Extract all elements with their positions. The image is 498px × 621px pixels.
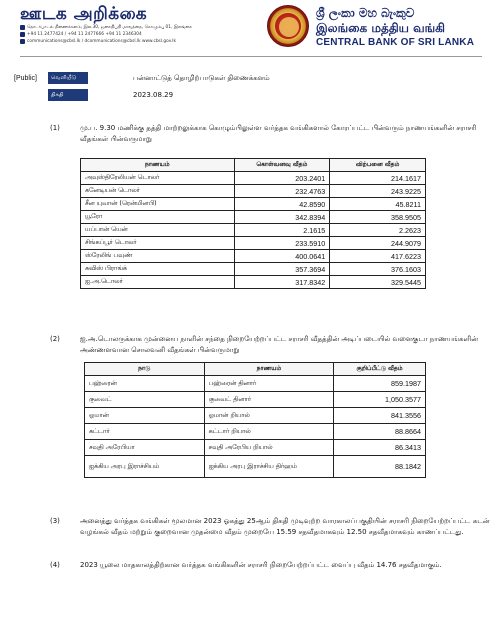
phone-icon (20, 32, 25, 37)
paragraph-4 (50, 560, 490, 584)
rate-cell: 400.0641 (234, 250, 330, 263)
rate-cell: 859.1987 (334, 376, 426, 392)
paragraph-3 (50, 516, 490, 550)
label-cell: ஐ.அ.டொலர் (81, 276, 235, 289)
table-row (81, 250, 426, 263)
label-cell: சிங்கப்பூர் டொலர் (81, 237, 235, 250)
letterhead (20, 4, 490, 56)
paragraph-number: (2) (50, 335, 60, 343)
rate-cell: 417.6223 (330, 250, 426, 263)
label-cell: பஹ்ரைன் (85, 376, 205, 392)
label-cell: ஓமான் றியால் (204, 408, 334, 424)
table-row (85, 392, 426, 408)
column-header: நாணயம் (204, 363, 334, 376)
meta-value: 2023.08.29 (133, 91, 174, 99)
rate-cell: 45.8211 (330, 198, 426, 211)
header-divider (20, 56, 482, 57)
rate-cell: 232.4763 (234, 185, 330, 198)
rate-cell: 86.3413 (334, 440, 426, 456)
table-row (81, 172, 426, 185)
rate-cell: 357.3694 (234, 263, 330, 276)
table-row (85, 408, 426, 424)
paragraph-1 (50, 123, 490, 147)
rate-cell: 1,050.3577 (334, 392, 426, 408)
label-cell: ஓமான் (85, 408, 205, 424)
paragraph-text: 2023 யூலை மாதகாலத்திற்கான வர்த்தக வங்கிகளின் சராசரி நிறையேற்றப்பட்ட வைப்பு வீதம் 14.76 சதவீதமாகும். (80, 561, 442, 569)
table-row (81, 198, 426, 211)
label-cell: குவைட் (85, 392, 205, 408)
rate-cell: 88.1842 (334, 456, 426, 478)
gulf-currency-table (84, 362, 426, 478)
rate-cell: 358.9505 (330, 211, 426, 224)
table-row (85, 456, 426, 478)
label-cell: பஹ்ரைன் தினார் (204, 376, 334, 392)
table-row (81, 276, 426, 289)
label-cell: கட்டார் (85, 424, 205, 440)
bank-name-english: CENTRAL BANK OF SRI LANKA (316, 37, 475, 48)
rate-cell: 244.9079 (330, 237, 426, 250)
bank-name-sinhala: ශ්‍රී ලංකා මහ බැංකුව (316, 6, 415, 20)
paragraph-text: மு.ப. 9.30 மணிக்கு தத்தி மாற்றலுக்காக கொழும்பிலுள்ள வர்த்தக வங்கிகளால் கோரப்பட்ட பின்வரும் நாணயங்களின் சராசரி வீதங்கள் பின்வருமாறு (80, 124, 477, 143)
label-cell: சுவிஸ் பிராங்க் (81, 263, 235, 276)
email-icon (20, 39, 25, 44)
table-header-row (85, 363, 426, 376)
column-header: குறிப்பீட்டு வீதம் (334, 363, 426, 376)
rate-cell: 2.2623 (330, 224, 426, 237)
table-row (81, 237, 426, 250)
label-cell: ஸ்ரேலிங் பவுண் (81, 250, 235, 263)
label-cell: அவுஸ்திரேலியன் டொலர் (81, 172, 235, 185)
rate-cell: 376.1603 (330, 263, 426, 276)
column-header: நாணயம் (81, 159, 235, 172)
table-row (85, 424, 426, 440)
paragraph-number: (4) (50, 561, 60, 569)
email-line: communications@cbsl.lk / dcommunications@cbsl.lk www.cbsl.gov.lk (20, 38, 240, 45)
meta-value: பன்னாட்டுத் தொழிற்பாடுகள் திணைக்களம் (133, 73, 270, 82)
table-row (81, 224, 426, 237)
meta-key: திகதி (48, 89, 88, 101)
meta-block (48, 71, 270, 105)
paragraph-2 (50, 334, 490, 358)
address-line: தொடர்பாடல் திணைக்களம், இல.30, ஜனாதிபதி மாவத்தை, கொழும்பு 01, இலங்கை (20, 24, 240, 31)
label-cell: யப்பான் யென் (81, 224, 235, 237)
letterhead-left (20, 4, 240, 45)
rate-cell: 342.8394 (234, 211, 330, 224)
rate-cell: 214.1617 (330, 172, 426, 185)
column-header: நாடு (85, 363, 205, 376)
table-row (81, 211, 426, 224)
rate-cell: 233.5910 (234, 237, 330, 250)
label-cell: ஐக்கிய அரபு இராச்சியம் (85, 456, 205, 478)
exchange-rate-table (80, 158, 426, 289)
paragraph-text: ஐ.அ.டொலருக்காக முன்னைய நாளின் சந்தை நிறையேற்றப்பட்ட சராசரி வீதத்தின் அடிப்படையில் வளைகுடா நாணயங்களின் அண்ணளவான சொலவனி வீதங்கள் பின்வருமாறு (80, 335, 478, 354)
table-row (81, 185, 426, 198)
paragraph-number: (1) (50, 124, 60, 132)
rate-cell: 329.5445 (330, 276, 426, 289)
cbsl-seal-icon (267, 5, 309, 47)
table-row (81, 263, 426, 276)
table-row (85, 376, 426, 392)
rate-cell: 841.3556 (334, 408, 426, 424)
rate-cell: 243.9225 (330, 185, 426, 198)
label-cell: குவைட் தினார் (204, 392, 334, 408)
column-header: கொள்வனவு வீதம் (234, 159, 330, 172)
label-cell: சவுதி அரேபியா (85, 440, 205, 456)
paragraph-text: அனைத்து வர்த்தக வங்கிகள் மூலமான 2023 ஓகத்து 25ஆம் திகதி முடிவுற்ற வாரகாலப்பகுதியின் சராசரி நிறையேற்றப்பட்ட கடன் வழங்கல் வீதம் மற்றும் குறைவான முதன்மை வீதம் முறையே 15.59 சதவீதமாகவும் 12.50 சதவீதமாகவும் காணப்பட்டது. (80, 517, 490, 536)
rate-cell: 88.8664 (334, 424, 426, 440)
rate-cell: 203.2401 (234, 172, 330, 185)
classification-label: [Public] (14, 75, 37, 82)
press-release-title: ஊடக அறிக்கை (20, 4, 148, 24)
table-row (85, 440, 426, 456)
label-cell: சீன யுவான் (ரென்மினபி) (81, 198, 235, 211)
label-cell: ஐக்கிய அரபு இராச்சிய திர்ஹம் (204, 456, 334, 478)
meta-row-issuer (48, 71, 270, 85)
column-header: விற்பனை வீதம் (330, 159, 426, 172)
label-cell: சவுதி அரேபிய றியால் (204, 440, 334, 456)
rate-cell: 317.8342 (234, 276, 330, 289)
rate-cell: 42.8590 (234, 198, 330, 211)
table-header-row (81, 159, 426, 172)
phone-line: +94 11 2477424 / +94 11 2477666 +94 11 2346304 (20, 31, 240, 38)
location-icon (20, 25, 25, 30)
meta-row-date (48, 88, 270, 102)
label-cell: யூரோ (81, 211, 235, 224)
label-cell: கட்டார் றியால் (204, 424, 334, 440)
rate-cell: 2.1615 (234, 224, 330, 237)
meta-key: வெளியீடு (48, 72, 88, 84)
bank-name-tamil: இலங்கை மத்திய வங்கி (316, 21, 445, 35)
label-cell: கனேடியன் டொலர் (81, 185, 235, 198)
letterhead-right (316, 6, 496, 49)
paragraph-number: (3) (50, 517, 60, 525)
